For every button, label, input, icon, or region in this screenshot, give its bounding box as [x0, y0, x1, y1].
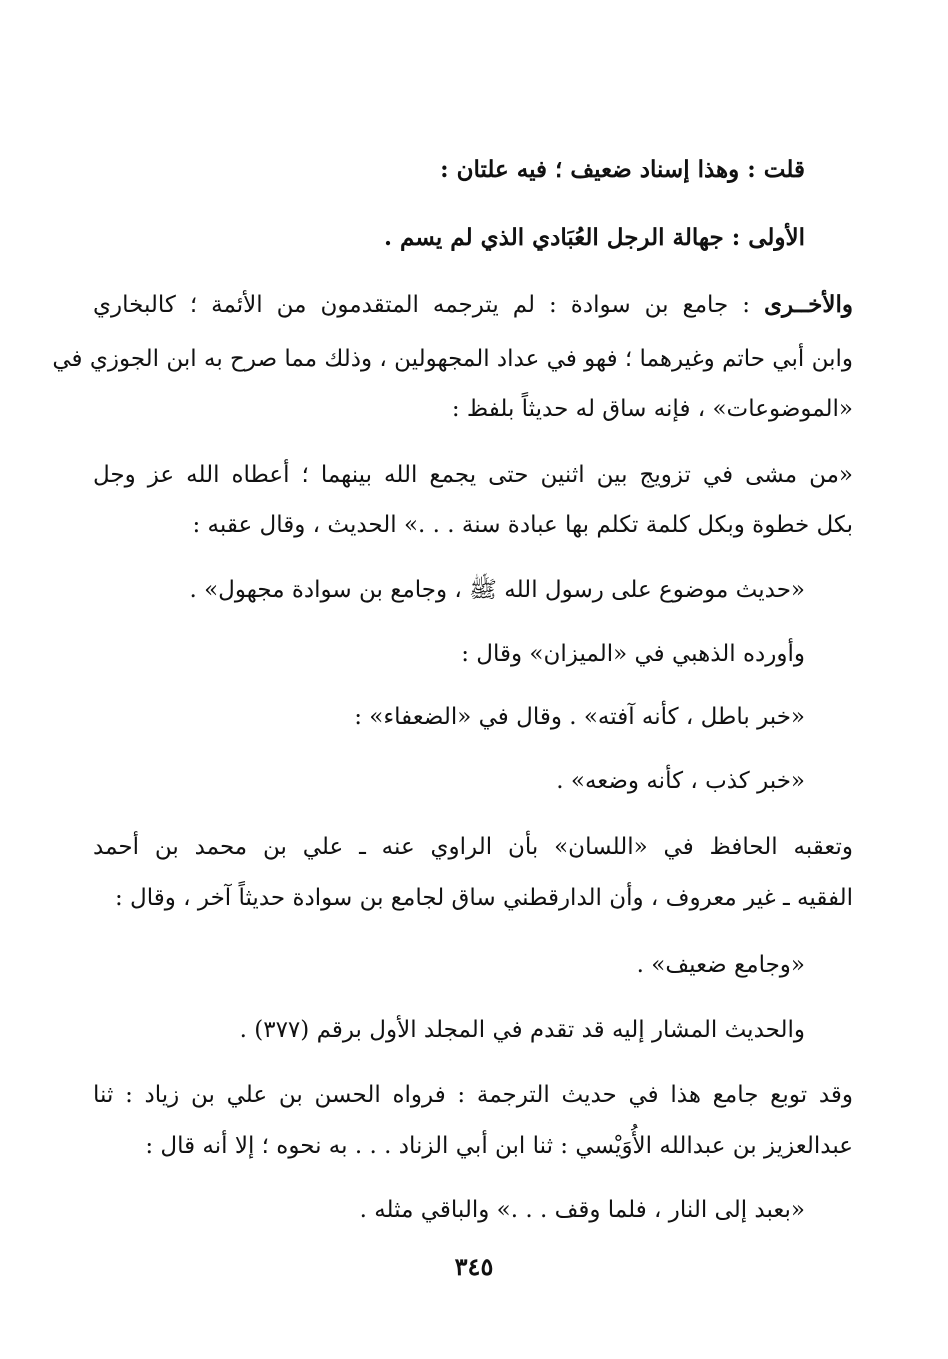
paragraph-line	[93, 574, 805, 606]
paragraph-line	[93, 1130, 853, 1162]
paragraph-line	[93, 1194, 805, 1226]
paragraph-line	[93, 289, 853, 321]
text: «خبر كذب ، كأنه وضعه» .	[556, 768, 805, 794]
text: وأورده الذهبي في «الميزان» وقال :	[461, 641, 805, 667]
text: والحديث المشار إليه قد تقدم في المجلد الأول برقم (٣٧٧) .	[239, 1017, 805, 1043]
lead-word: والأخــرى	[763, 291, 853, 318]
text: «الموضوعات» ، فإنه ساق له حديثاً بلفظ :	[451, 396, 853, 422]
paragraph-line	[93, 222, 805, 254]
paragraph-line	[93, 701, 805, 733]
text: «بعبد إلى النار ، فلما وقف . . .» والباقي مثله .	[359, 1197, 805, 1223]
paragraph-line	[93, 1079, 853, 1111]
paragraph-line	[93, 459, 853, 491]
text: وقد توبع جامع هذا في حديث الترجمة : فرواه الحسن بن علي بن زياد : ثنا	[93, 1082, 853, 1108]
paragraph-line	[93, 765, 805, 797]
text: وتعقبه الحافظ في «اللسان» بأن الراوي عنه ـ علي بن محمد بن أحمد	[93, 834, 853, 860]
paragraph-line	[93, 509, 853, 541]
text: قلت : وهذا إسناد ضعيف ؛ فيه علتان :	[440, 156, 805, 183]
paragraph-line	[93, 882, 853, 914]
paragraph-line	[93, 831, 853, 863]
paragraph-line	[52, 343, 853, 375]
paragraph-line	[93, 154, 805, 186]
text: وابن أبي حاتم وغيرهما ؛ فهو في عداد المجهولين ، وذلك مما صرح به ابن الجوزي في	[52, 346, 853, 372]
text: عبدالعزيز بن عبدالله الأُوَيْسي : ثنا ابن أبي الزناد . . . به نحوه ؛ إلا أنه قال :	[145, 1133, 853, 1159]
text: «خبر باطل ، كأنه آفته» . وقال في «الضعفاء» :	[354, 704, 805, 730]
text: : جهالة الرجل العُبَادي الذي لم يسم .	[384, 224, 749, 251]
paragraph-line	[93, 393, 853, 425]
paragraph-line	[93, 949, 805, 981]
text: «من مشى في تزويج بين اثنين حتى يجمع الله بينهما ؛ أعطاه الله عز وجل	[93, 462, 853, 488]
text: الفقيه ـ غير معروف ، وأن الدارقطني ساق لجامع بن سوادة حديثاً آخر ، وقال :	[114, 885, 853, 911]
text: بكل خطوة وبكل كلمة تكلم بها عبادة سنة . . .» الحديث ، وقال عقبه :	[192, 512, 853, 538]
lead-word: الأولى	[748, 224, 805, 251]
paragraph-line	[93, 1014, 805, 1046]
paragraph-line	[93, 638, 805, 670]
text: «حديث موضوع على رسول الله ﷺ ، وجامع بن سوادة مجهول» .	[189, 577, 805, 603]
text: : جامع بن سوادة : لم يترجمه المتقدمون من الأئمة ؛ كالبخاري	[93, 292, 764, 318]
text: «وجامع ضعيف» .	[636, 952, 805, 978]
page-number: ٣٤٥	[454, 1252, 494, 1281]
